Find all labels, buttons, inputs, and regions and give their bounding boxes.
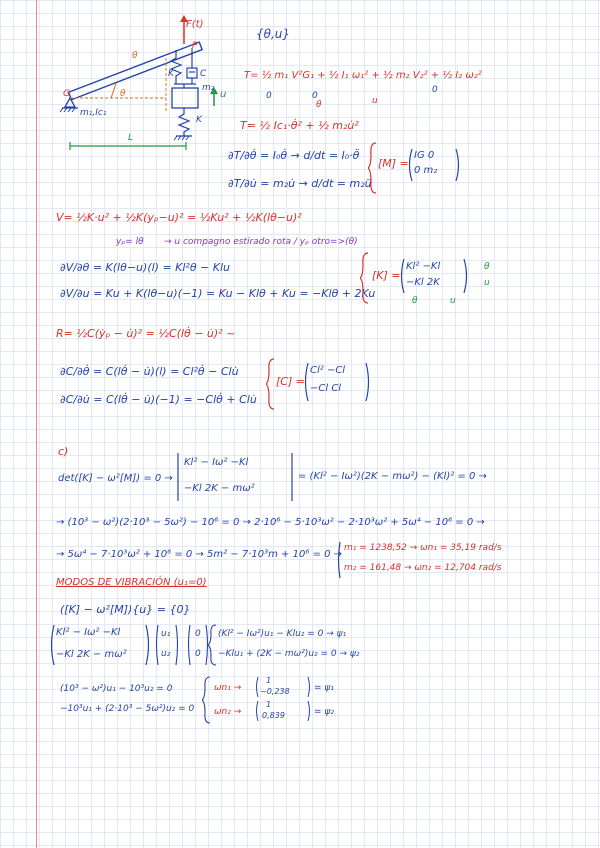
brace-c xyxy=(266,358,276,410)
damper xyxy=(187,68,197,78)
k-bottom-label: K xyxy=(196,115,202,125)
det-lhs: det([K] − ω²[M]) = 0 → xyxy=(58,473,173,484)
m2-label: m₂ xyxy=(202,83,215,93)
vec-0a: 0 xyxy=(195,629,201,639)
omega-1-label: ωn₁ → xyxy=(214,683,242,693)
k-matrix-label: [K] = xyxy=(372,269,401,282)
theta-label: θ xyxy=(132,51,138,61)
modes-matrix-row-2: −Kl 2K − mω² xyxy=(56,649,127,660)
char-eq-line-3: → 5ω⁴ − 7·10³ω² + 10⁶ = 0 → 5m² − 7·10³m + 10⁶ = 0 → xyxy=(56,549,342,560)
u-label: u xyxy=(220,89,227,100)
c-matrix-row-2: −Cl Cl xyxy=(310,383,342,394)
c-matrix-row-1: Cl² −Cl xyxy=(310,365,346,376)
kinetic-full: T= ½ m₁ V²G₁ + ½ I₁ ω₁² + ½ m₂ V₂² + ½ I₂ ω₂² xyxy=(244,70,482,81)
brace-k xyxy=(360,252,370,304)
brace-sys xyxy=(208,624,218,666)
root-2: m₂ = 161,48 → ωn₂ = 12,704 rad/s xyxy=(344,563,502,573)
numeric-eq-2: −10³u₁ + (2·10³ − 5ω²)u₂ = 0 xyxy=(60,704,195,714)
k-col-label-u: u xyxy=(450,296,456,306)
c-label: C xyxy=(200,69,207,79)
zero-mark-1: 0 xyxy=(266,91,272,101)
part-c-label: c) xyxy=(58,445,69,458)
zero-mark-3: 0 xyxy=(432,85,438,95)
m1-label: m₁,Ic₁ xyxy=(80,108,107,118)
dT-dtheta: ∂T/∂θ̇ = I₀θ̇ → d/dt = I₀·θ̈ xyxy=(228,149,360,162)
root-1: m₁ = 1238,52 → ωn₁ = 35,19 rad/s xyxy=(344,543,502,553)
note-arrow: → u compagno estirado rota / yₚ otro=>(θ) xyxy=(164,237,358,247)
dissipation: R= ½C(ẏₚ − u̇)² = ½C(lθ̇ − u̇)² ~ xyxy=(56,327,236,340)
vec-0b: 0 xyxy=(195,649,201,659)
kinetic-reduced: T= ½ Ic₁·θ̇² + ½ m₂u̇² xyxy=(240,119,359,132)
k-matrix-row-2: −Kl 2K xyxy=(406,277,440,288)
k-matrix-row-1: Kl² −Kl xyxy=(406,261,441,272)
dV-dtheta: ∂V/∂θ = K(lθ−u)(l) = Kl²θ − Klu xyxy=(60,261,231,274)
k-row-label-u: u xyxy=(484,278,490,288)
mass-m2 xyxy=(172,88,198,108)
k-col-label-theta: θ xyxy=(412,296,418,306)
dC-dtheta: ∂C/∂θ̇ = C(lθ̇ − u̇)(l) = Cl²θ̇ − Clu̇ xyxy=(60,365,239,378)
point-g-label: G xyxy=(63,89,70,99)
length-label: L xyxy=(128,133,134,143)
theta-small-label: θ xyxy=(120,89,126,99)
potential-energy: V= ½K·u² + ½K(yₚ−u)² = ½Ku² + ½K(lθ−u)² xyxy=(56,211,302,224)
omega-2-label: ωn₂ → xyxy=(214,707,242,717)
margin-line xyxy=(36,0,37,848)
theta-mark: θ xyxy=(316,100,322,110)
u-mark: u xyxy=(372,96,378,106)
det-matrix-row-2: −Kl 2K − mω² xyxy=(184,483,255,494)
char-eq-line-2: → (10³ − ω²)(2·10³ − 5ω²) − 10⁶ = 0 → 2·10⁶ − 5·10³ω² − 2·10³ω² + 5ω⁴ − 10⁶ = 0 → xyxy=(56,517,485,528)
modes-matrix-row-1: Kl² − Iω² −Kl xyxy=(56,627,121,638)
k-row-label-theta: θ xyxy=(484,262,490,272)
dC-du: ∂C/∂u̇ = C(lθ̇ − u̇)(−1) = −Clθ̇ + Clu̇ xyxy=(60,393,257,406)
vec-u2: u₂ xyxy=(161,649,171,659)
zero-mark-2: 0 xyxy=(312,91,318,101)
m-matrix-row-1: IG 0 xyxy=(414,150,435,161)
c-matrix-label: [C] = xyxy=(276,375,305,388)
dV-du: ∂V/∂u = Ku + K(lθ−u)(−1) = Ku − Klθ + Ku = −Klθ + 2Ku xyxy=(60,287,376,300)
mode-1-psi: = ψ₁ xyxy=(314,683,334,693)
modes-equation: ([K] − ω²[M]){u} = {0} xyxy=(60,603,191,616)
mode-1-comp-2: −0,238 xyxy=(260,687,290,696)
system-eq-2: −Klu₁ + (2K − mω²)u₂ = 0 → ψ₂ xyxy=(218,649,360,659)
m-matrix-label: [M] = xyxy=(378,157,409,170)
mode-2-psi: = ψ₂ xyxy=(314,707,334,717)
det-rhs: = (Kl² − Iω²)(2K − mω²) − (Kl)² = 0 → xyxy=(298,471,487,482)
m-matrix-row-2: 0 m₂ xyxy=(414,165,438,176)
det-matrix-row-1: Kl² − Iω² −Kl xyxy=(184,457,249,468)
point-p-label: P xyxy=(192,41,198,51)
numeric-eq-1: (10³ − ω²)u₁ − 10³u₂ = 0 xyxy=(60,684,173,694)
brace-results xyxy=(202,676,212,724)
mode-1-comp-1: 1 xyxy=(266,676,272,685)
k-left-label: K xyxy=(168,69,174,79)
system-eq-1: (Kl² − Iω²)u₁ − Klu₂ = 0 → ψ₁ xyxy=(218,629,347,639)
note-yp: yₚ= lθ xyxy=(116,237,144,247)
modes-title: MODOS DE VIBRACIÓN (u₁=0) xyxy=(56,577,207,588)
dT-du: ∂T/∂u̇ = m₂u̇ → d/dt = m₂ü xyxy=(228,177,372,190)
vec-u1: u₁ xyxy=(161,629,171,639)
brace-m xyxy=(368,142,378,194)
generalized-coords: {θ,u} xyxy=(256,27,291,41)
force-label: F(t) xyxy=(186,19,204,30)
mode-2-comp-2: 0,839 xyxy=(262,711,285,720)
mode-2-comp-1: 1 xyxy=(266,700,272,709)
spring-k-bottom xyxy=(179,108,189,136)
